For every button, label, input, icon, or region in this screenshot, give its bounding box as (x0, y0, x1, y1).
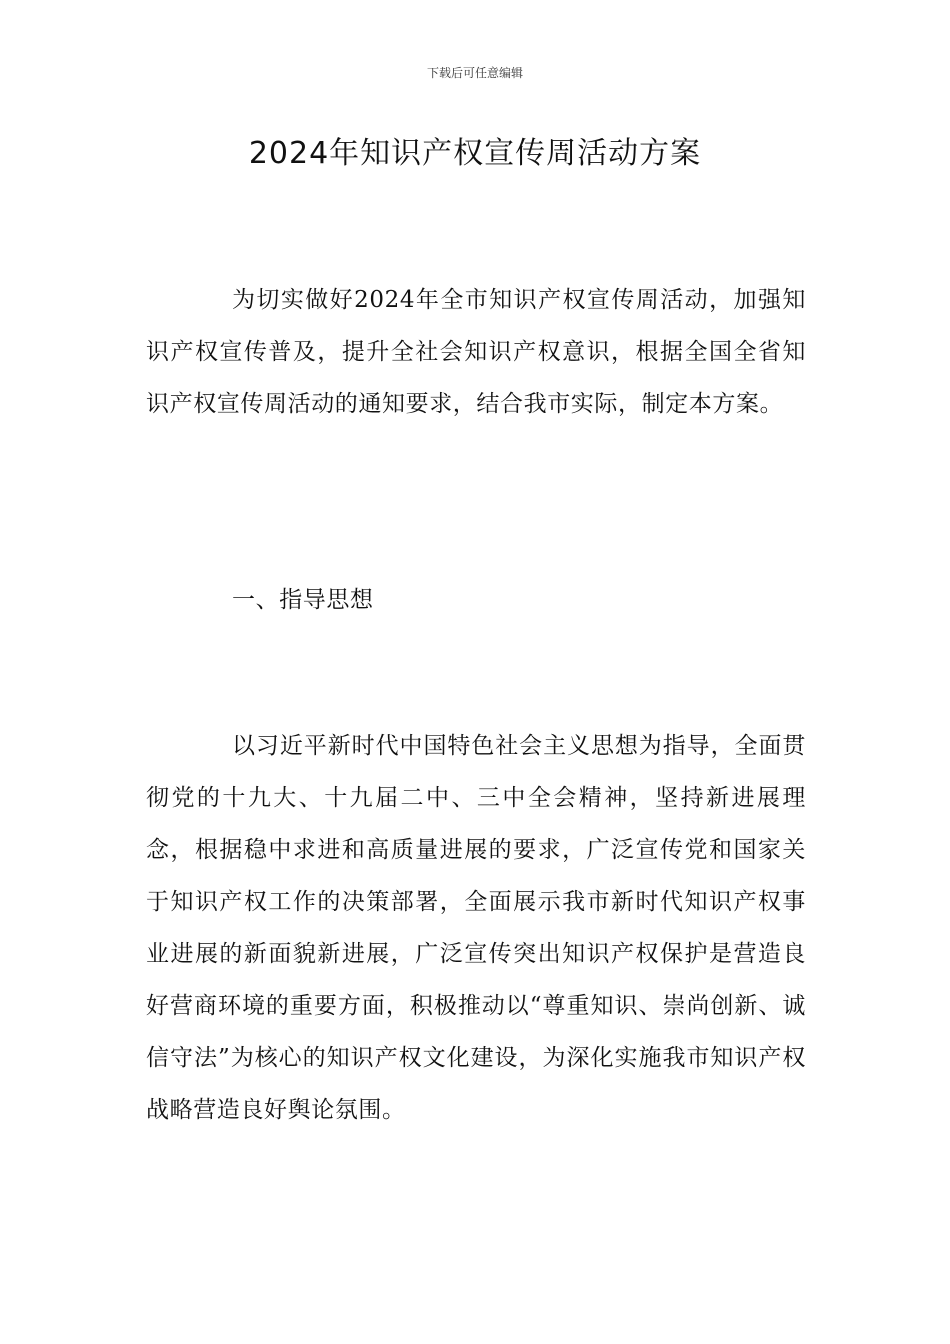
header-note: 下载后可任意编辑 (426, 66, 523, 80)
section-body-guiding-ideology: 以习近平新时代中国特色社会主义思想为指导，全面贯彻党的十九大、十九届二中、三中全会精神，坚持新进展理念，根据稳中求进和高质量进展的要求，广泛宣传党和国家关于知识产权工作的决策部署，全面展示我市新时代知识产权事业进展的新面貌新进展，广泛宣传突出知识产权保护是营造良好营商环境的重要方面，积极推动以“尊重知识、崇尚创新、诚信守法”为核心的知识产权文化建设，为深化实施我市知识产权战略营造良好舆论氛围。 (146, 733, 806, 1123)
document-title: 2024年知识产权宣传周活动方案 (248, 136, 702, 171)
intro-paragraph: 为切实做好2024年全市知识产权宣传周活动，加强知识产权宣传普及，提升全社会知识产权意识，根据全国全省知识产权宣传周活动的通知要求，结合我市实际，制定本方案。 (146, 287, 806, 417)
section-heading-guiding-ideology: 一、指导思想 (232, 587, 374, 613)
